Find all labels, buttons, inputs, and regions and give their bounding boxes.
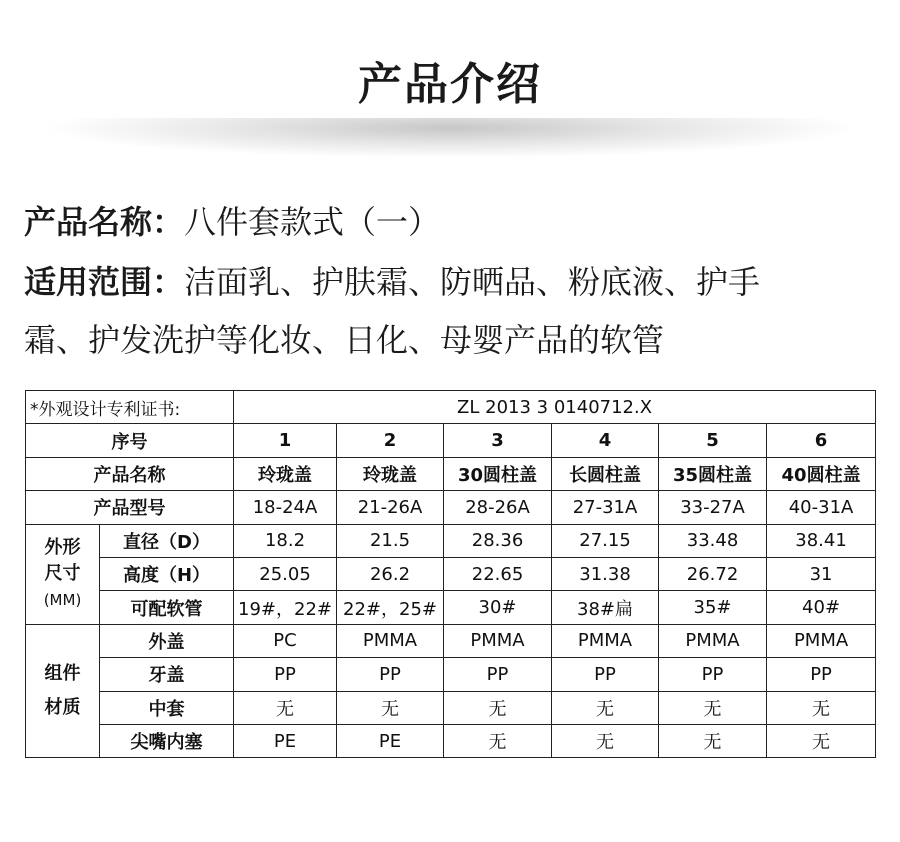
table-cell: 27-31A (552, 491, 659, 524)
table-cell: PP (552, 658, 659, 691)
table-cell: PMMA (552, 624, 659, 657)
table-cell: 无 (234, 691, 337, 724)
table-cell: 31.38 (552, 557, 659, 590)
table-row (26, 658, 876, 691)
table-cell: 3 (444, 424, 552, 457)
table-row (26, 724, 876, 757)
table-cell: 无 (552, 724, 659, 757)
table-cell: PE (234, 724, 337, 757)
table-row (26, 691, 876, 724)
table-row (26, 457, 876, 490)
row-label: 可配软管 (100, 591, 234, 624)
table-row (26, 424, 876, 457)
table-cell: 18.2 (234, 524, 337, 557)
group-dims-unit: (MM) (43, 591, 82, 610)
usage-value-line1: 洁面乳、护肤霜、防晒品、粉底液、护手 (184, 263, 761, 301)
table-cell: 1 (234, 424, 337, 457)
table-cell: 21-26A (337, 491, 444, 524)
group-material-line: 材质 (44, 697, 81, 719)
table-cell: 无 (444, 691, 552, 724)
group-dims-line: 尺寸 (44, 563, 81, 585)
table-cell: PE (337, 724, 444, 757)
usage-line (24, 260, 760, 304)
usage-line-continued (24, 318, 664, 362)
table-cell: PP (234, 658, 337, 691)
row-label: 产品型号 (26, 491, 234, 524)
table-cell: 22.65 (444, 557, 552, 590)
table-cell: 无 (659, 691, 767, 724)
table-cell: 玲珑盖 (234, 457, 337, 490)
table-cell: 5 (659, 424, 767, 457)
table-cell: 30# (444, 591, 552, 624)
table-cell: 38#扁 (552, 591, 659, 624)
table-cell: PP (444, 658, 552, 691)
group-material-line: 组件 (44, 663, 81, 685)
table-cell: 2 (337, 424, 444, 457)
table-cell: 38.41 (767, 524, 876, 557)
table-cell: 40-31A (767, 491, 876, 524)
table-cell: 33.48 (659, 524, 767, 557)
table-cell: 26.2 (337, 557, 444, 590)
group-label-material (26, 624, 100, 758)
table-cell: 无 (337, 691, 444, 724)
product-name-label: 产品名称： (24, 203, 185, 241)
table-cell: PC (234, 624, 337, 657)
table-cell: 无 (552, 691, 659, 724)
row-label: 外盖 (100, 624, 234, 657)
table-cell: 31 (767, 557, 876, 590)
table-cell: 无 (659, 724, 767, 757)
table-cell: 26.72 (659, 557, 767, 590)
table-cell: 28-26A (444, 491, 552, 524)
row-label: 中套 (100, 691, 234, 724)
table-row (26, 524, 876, 557)
usage-value-line2: 霜、护发洗护等化妆、日化、母婴产品的软管 (24, 321, 665, 359)
row-label: 产品名称 (26, 457, 234, 490)
table-cell: 40圆柱盖 (767, 457, 876, 490)
usage-label: 适用范围： (24, 263, 185, 301)
table-cell: PP (337, 658, 444, 691)
table-cell: 28.36 (444, 524, 552, 557)
table-cell: 4 (552, 424, 659, 457)
table-cell: PP (659, 658, 767, 691)
group-dims-line: 外形 (44, 537, 81, 559)
patent-label: *外观设计专利证书: (26, 391, 234, 424)
table-cell: 玲珑盖 (337, 457, 444, 490)
title-divider-shadow (40, 118, 860, 158)
table-cell: PMMA (767, 624, 876, 657)
product-name-value: 八件套款式（一） (184, 203, 441, 241)
table-cell: 25.05 (234, 557, 337, 590)
table-cell: 无 (444, 724, 552, 757)
table-cell: 22#，25# (337, 591, 444, 624)
table-cell: PMMA (659, 624, 767, 657)
table-row (26, 491, 876, 524)
table-cell: 40# (767, 591, 876, 624)
table-row (26, 624, 876, 657)
table-cell: PP (767, 658, 876, 691)
patent-row (26, 391, 876, 424)
table-cell: 35# (659, 591, 767, 624)
group-label-dimensions (26, 524, 100, 624)
table-cell: 无 (767, 724, 876, 757)
table-row (26, 557, 876, 590)
table-cell: 35圆柱盖 (659, 457, 767, 490)
table-cell: 长圆柱盖 (552, 457, 659, 490)
row-label: 序号 (26, 424, 234, 457)
page-title: 产品介绍 (358, 59, 542, 110)
patent-number: ZL 2013 3 0140712.X (234, 391, 876, 424)
row-label: 牙盖 (100, 658, 234, 691)
row-label: 高度（H） (100, 557, 234, 590)
table-cell: PMMA (444, 624, 552, 657)
table-row (26, 591, 876, 624)
table-cell: 30圆柱盖 (444, 457, 552, 490)
product-name-line (24, 200, 440, 244)
table-cell: 19#，22# (234, 591, 337, 624)
spec-table (25, 390, 876, 758)
table-cell: 33-27A (659, 491, 767, 524)
row-label: 直径（D） (100, 524, 234, 557)
table-cell: 无 (767, 691, 876, 724)
row-label: 尖嘴内塞 (100, 724, 234, 757)
table-cell: 27.15 (552, 524, 659, 557)
table-cell: 21.5 (337, 524, 444, 557)
table-cell: 18-24A (234, 491, 337, 524)
table-cell: 6 (767, 424, 876, 457)
table-cell: PMMA (337, 624, 444, 657)
